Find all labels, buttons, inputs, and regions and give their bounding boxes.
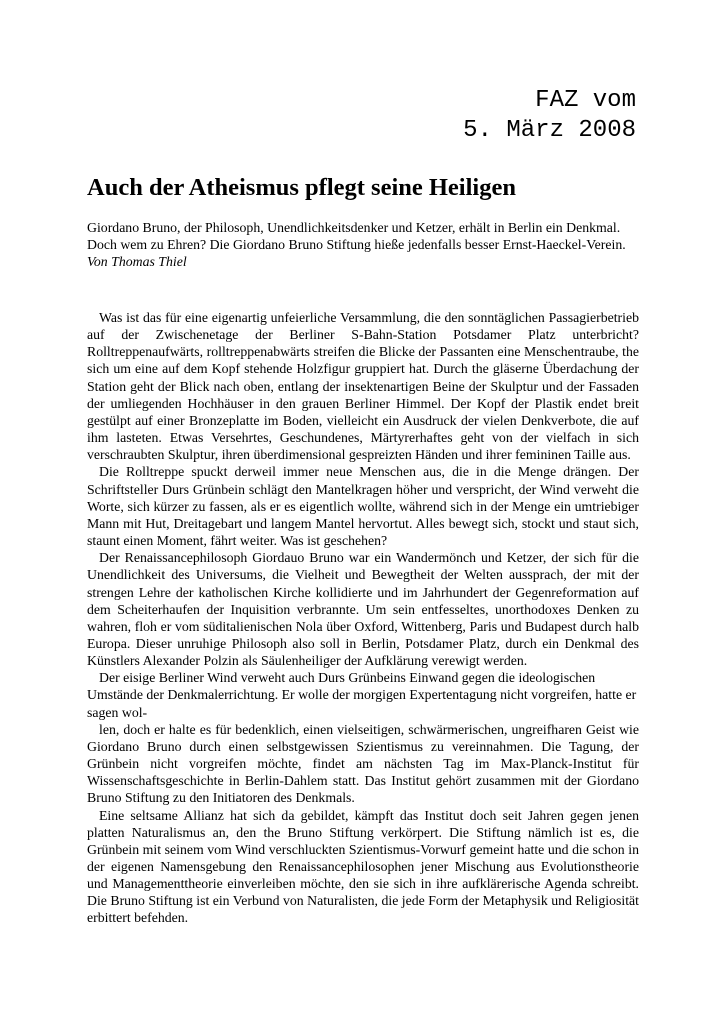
source-line-1: FAZ vom — [535, 87, 636, 114]
article-headline: Auch der Atheismus pflegt seine Heiligen — [87, 174, 516, 201]
article-body — [87, 309, 639, 927]
article-lead — [87, 219, 639, 270]
author-byline: Von Thomas Thiel — [87, 254, 187, 269]
paragraph: Eine seltsame Allianz hat sich da gebildet, kämpft das Institut doch seit Jahren gegen jenen platten Naturalismus an, den the Bruno Stiftung verkörpert. Die Stiftung nämlich ist es, die Grünbein mit seinem vom Wind verschluckten Szientismus-Vorwurf gemeint hatte und die schon in der eigenen Namensgebung den Renaissancephilosophen jener Mischung aus Evolutionstheorie und Managementtheorie einverleiben möchte, den sie sich in ihre aufklärerische Agenda schreibt. Die Bruno Stiftung ist ein Verbund von Naturalisten, die jede Form der Metaphysik und Religiosität erbittert befehden. — [87, 807, 639, 926]
paragraph: Der eisige Berliner Wind verweht auch Durs Grünbeins Einwand gegen die ideologischen Umstände der Denkmalerrichtung. Er wolle der morgigen Expertentagung nicht vorgreifen, hatte er sagen wol- — [87, 670, 637, 720]
source-line-2: 5. März 2008 — [463, 117, 636, 144]
lead-text: Giordano Bruno, der Philosoph, Unendlichkeitsdenker und Ketzer, erhält in Berlin ein Denkmal. Doch wem zu Ehren? Die Giordano Bruno Stiftung hieße jedenfalls besser Ernst-Haeckel-Verein. — [87, 220, 626, 252]
paragraph: Was ist das für eine eigenartig unfeierliche Versammlung, die den sonntäglichen Passagierbetrieb auf der Zwischenetage der Berliner S-Bahn-Station Potsdamer Platz unterbricht? Rolltreppenaufwärts, rolltreppenabwärts streifen die Blicke der Passanten eine Menschentraube, the sich um eine auf dem Kopf stehende Holzfigur gruppiert hat. Durch the gläserne Überdachung der Station geht der Blick nach oben, entlang der insektenartigen Beine der Skulptur und der Fassaden der umliegenden Hochhäuser in den grauen Berliner Himmel. Der Kopf der Plastik endet breit gestülpt auf einer Bronzeplatte im Boden, vielleicht ein Ausdruck der vielen Denkverbote, die auf ihm lasteten. Etwas Versehrtes, Geschundenes, Märtyrerhaftes geht von der vielfach in sich verschraubten Skulptur, ihren überdimensional gespreizten Händen und ihrer femininen Taille aus. — [87, 310, 639, 463]
paragraph: Die Rolltreppe spuckt derweil immer neue Menschen aus, die in die Menge drängen. Der Schriftsteller Durs Grünbein schlägt den Mantelkragen höher und verspricht, der Wind verweht die Worte, sich kürzer zu fassen, als er es eigentlich wollte, während sich in der Menge ein umtriebiger Mann mit Hut, Dreitagebart und langem Mantel hervortut. Alles bewegt sich, stockt und staut sich, staunt einen Moment, fährt weiter. Was ist geschehen? — [87, 464, 639, 549]
paragraph: len, doch er halte es für bedenklich, einen vielseitigen, schwärmerischen, ungreifharen Geist wie Giordano Bruno durch einen selbstgewissen Szientismus zu vereinnahmen. Die Tagung, der Grünbein nicht vorgreifen möchte, findet am nächsten Tag im Max-Planck-Institut für Wissenschaftsgeschichte in Berlin-Dahlem statt. Das Institut gehört zusammen mit der Giordano Bruno Stiftung zu den Initiatoren des Denkmals. — [87, 721, 639, 806]
source-date — [463, 86, 636, 146]
paragraph: Der Renaissancephilosoph Giordauo Bruno war ein Wandermönch und Ketzer, der sich für die Unendlichkeit des Universums, die Vielheit und Bewegtheit der Welten aussprach, der mit der strengen Lehre der katholischen Kirche kollidierte und im Jahrhundert der Gegenreformation auf dem Scheiterhaufen der Inquisition verbrannte. Um sein entfesseltes, unorthodoxes Denken zu wahren, floh er vom süditalienischen Nola über Oxford, Wittenberg, Paris und Budapest durch halb Europa. Dieser unruhige Philosoph also soll in Berlin, Potsdamer Platz, durch ein Denkmal des Künstlers Alexander Polzin als Säulenheiliger der Aufklärung verewigt werden. — [87, 550, 639, 669]
